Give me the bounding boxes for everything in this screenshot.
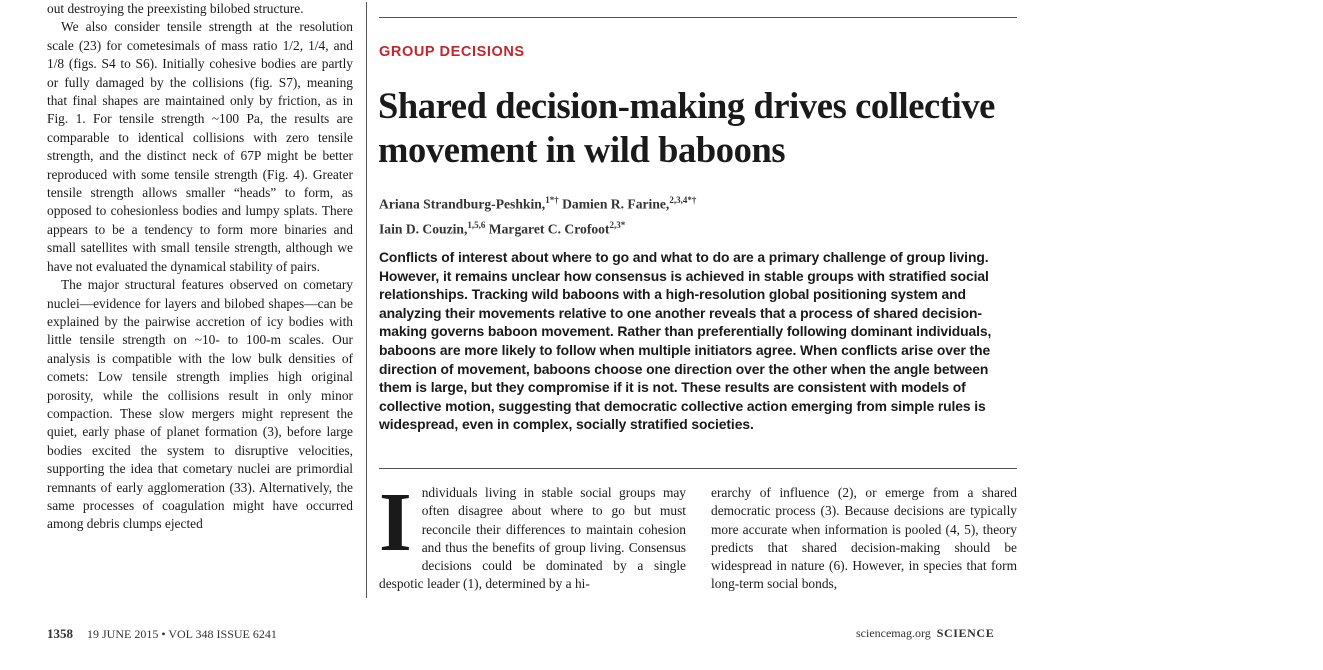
left-paragraph-2: The major structural features observed on cometary nuclei—evidence for layers and bilobed shapes—can be explained by the pairwise accretion of icy bodies with little tensile strength on ~10- to 100-m scales. Our analysis is compatible with the low bulk densities of comets: Low tensile strength implies high original porosity, while the collisions result in only minor compaction. These slow mergers might represent the quiet, early phase of planet formation (3), before large bodies excited the system to disruptive velocities, supporting the idea that cometary nuclei are primordial remnants of early agglomeration (33). Alternatively, the same processes of coagulation might have occurred among debris clumps ejected (47, 277, 353, 532)
body-paragraph-2: erarchy of influence (2), or emerge from a shared democratic process (3). Because decisions are typically more accurate when information is pooled (4, 5), theory predicts that shared decision-making should be widespread in nature (6). However, in species that form long-term social bonds, (711, 485, 1017, 592)
abstract-rule (379, 468, 1017, 469)
author-affiliation: 1,5,6 (467, 219, 486, 230)
body-column-1 (379, 476, 686, 594)
column-divider (366, 2, 367, 598)
author-list (379, 190, 1019, 239)
article-title: Shared decision-making drives collective movement in wild baboons (378, 85, 995, 170)
author-name: Iain D. Couzin, (379, 221, 468, 237)
author-affiliation: 1*† (545, 195, 559, 205)
footer-right (856, 626, 994, 641)
abstract: Conflicts of interest about where to go and what to do are a primary challenge of group living. However, it remains unclear how consensus is achieved in stable groups with stratified social relationships. Tracking wild baboons with a high-resolution global positioning system and analyzing their movements relative to one another reveals that a process of shared decision-making governs baboon movement. Rather than preferentially following dominant individuals, baboons are more likely to follow when multiple initiators agree. When conflicts arise over the direction of movement, baboons choose one direction over the other when the angle between them is large, but they compromise if it is not. These results are consistent with models of collective motion, suggesting that democratic collective action emerging from simple rules is widespread, even in complex, socially stratified societies. (379, 249, 992, 433)
author-affiliation: 2,3,4*† (669, 195, 697, 205)
issue-info: 19 JUNE 2015 • VOL 348 ISSUE 6241 (87, 627, 277, 641)
drop-cap: I (379, 476, 412, 569)
footer-left (47, 626, 277, 642)
top-rule (379, 17, 1017, 18)
author-name: Damien R. Farine, (562, 196, 670, 212)
body-paragraph-1: ndividuals living in stable social groups may often disagree about where to go but must reconcile their differences to maintain cohesion and thus the benefits of group living. Consensus decisions could be dominated by a single despotic leader (1), determined by a hi- (379, 485, 686, 592)
journal-name: SCIENCE (936, 626, 995, 640)
left-column-text (47, 0, 353, 534)
author-name: Margaret C. Crofoot (488, 221, 610, 237)
author-affiliation: 2,3* (609, 219, 626, 230)
page-number: 1358 (47, 626, 73, 641)
site-url: sciencemag.org (856, 626, 931, 640)
section-kicker: GROUP DECISIONS (379, 44, 525, 60)
author-name: Ariana Strandburg-Peshkin, (379, 196, 546, 212)
author-line-2 (379, 215, 1019, 240)
author-line-1 (379, 190, 1019, 215)
body-column-2 (711, 484, 1017, 594)
left-paragraph-1: We also consider tensile strength at the resolution scale (23) for cometesimals of mass ratio 1/2, 1/4, and 1/8 (figs. S4 to S6). Initially cohesive bodies are partly or fully damaged by the collisions (fig. S7), meaning that final shapes are maintained only by friction, as in Fig. 1. For tensile strength ~100 Pa, the results are comparable to identical collisions with zero tensile strength, and the distinct neck of 67P might be better reproduced with some tensile strength (Fig. 4). Greater tensile strength allows smaller “heads” to form, as opposed to cohesionless bodies and lumpy splats. There appears to be a tendency to form more binaries and small satellites with small tensile strength, although we have not evaluated the dynamical stability of pairs. (47, 19, 353, 274)
left-paragraph-0: out destroying the preexisting bilobed structure. (47, 1, 304, 16)
